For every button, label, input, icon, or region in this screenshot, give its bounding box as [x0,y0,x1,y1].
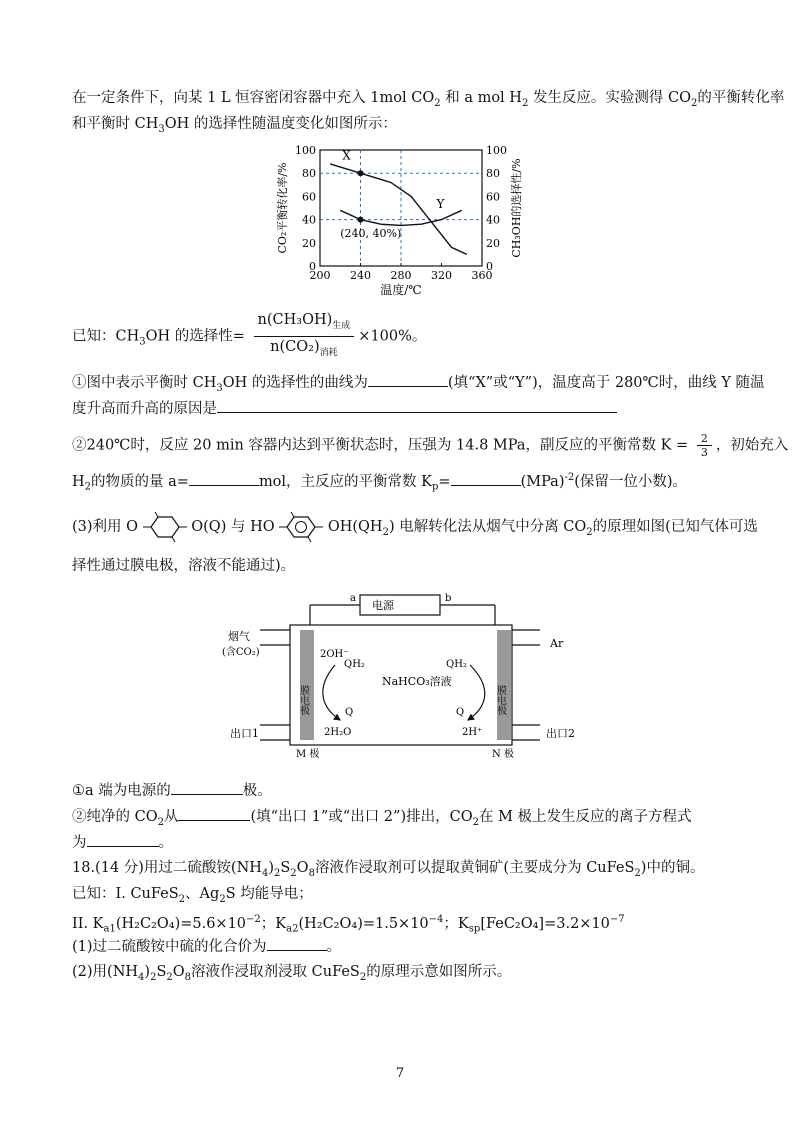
y-tick-label-left: 80 [302,167,316,181]
membrane-right-label: 膜电极 [494,685,506,715]
question-18-intro: 18.(14 分)用过二硫酸铵$(NH_4)_2S_2O_8$溶液作浸取剂可以提取黄铜矿(主要成分为 CuFeS$_2$)中的铜。 [72,860,705,879]
series-X [330,164,467,254]
point-x-240 [358,170,364,176]
y-tick-label-right: 100 [486,144,507,157]
intro-line-1: 在一定条件下，向某 1 L 恒容密闭容器中充入 1mol $CO_2$ 和 a mol $H_2$ 发生反应。实验测得 $CO_2$的平衡转化率 [72,90,785,109]
annotation-x: X [342,148,351,163]
x-tick-label: 200 [309,269,331,282]
y-tick-label-left: 100 [295,144,316,157]
question-3-1: ①a 端为电源的 极。 [72,780,272,801]
electrolysis-diagram [200,585,600,760]
hydroquinone-structure-icon [279,512,323,542]
y-tick-label-left: 20 [302,236,316,250]
question-3-2-line-2: 为 。 [72,832,173,853]
question-18-2: (2)用$(NH_4)_2S_2O_8$溶液作浸取剂浸取 CuFeS$_2$的原理示意如图所示。 [72,964,512,983]
answer-blank-equation[interactable] [87,832,159,847]
right-qh2-label: QH₂ [446,659,467,670]
co2-conversion-chart [272,138,532,303]
x-tick-label: 280 [390,269,412,282]
power-supply-label: 电源 [372,599,394,612]
question-3-2-line-1: ②纯净的 $CO_2$从 (填“出口 1”或“出口 2”)排出，$CO_2$在 M 极上发生反应的离子方程式 [72,806,692,833]
outlet-1-label: 出口1 [230,727,259,740]
question-3-line-2: 择性通过膜电极，溶液不能通过)。 [72,558,296,574]
annotation-point: (240, 40%) [340,227,402,240]
y-tick-label-right: 20 [486,236,500,250]
question-3-line-1: (3)利用 O O(Q) 与 HO $OH(QH_2)$ 电解转化法从烟气中分离 $CO_2$的原理如图(已知气体可选 [72,512,758,543]
left-q-label: Q [345,707,354,718]
answer-blank-curve[interactable] [368,372,448,387]
y-tick-label-right: 80 [486,167,500,181]
question-2-line-1: ②240℃时，反应 20 min 容器内达到平衡状态时，压强为 14.8 MPa，副反应的平衡常数 K = $\frac{2}{3}$ ，初始充入 [72,432,789,459]
selectivity-formula: 已知：$CH_3OH$ 的选择性= $\frac{n(CH_3OH)_{生成}}{n(CO_2)_{消耗}}$ ×100%。 [72,310,426,363]
question-1-line-2: 度升高而升高的原因是 [72,398,617,419]
k-fraction: $\frac{2}{3}$ [697,432,712,459]
terminal-b-label: b [445,593,452,604]
n-pole-label: N 极 [492,749,514,760]
y-tick-label-right: 40 [486,213,500,227]
left-oh-label: 2OH⁻ [320,649,349,660]
y-tick-label-left: 0 [309,260,316,273]
y-tick-label-right: 0 [486,260,493,273]
answer-blank-a[interactable] [189,471,259,486]
x-axis-label: 温度/℃ [380,283,422,297]
answer-blank-outlet[interactable] [178,806,250,821]
point-y-240 [358,217,364,223]
question-2-line-2: $H_2$的物质的量 a= mol，主反应的平衡常数 $K_p= (MPa)^{-2}$(保留一位小数)。 [72,472,688,493]
annotation-y: Y [436,197,445,211]
right-q-label: Q [456,707,465,718]
flue-gas-sub-label: (含CO₂) [222,647,260,658]
answer-blank-electrode[interactable] [171,780,243,795]
y-axis-label-left: CO₂平衡转化率/% [276,162,289,254]
question-18-1: (1)过二硫酸铵中硫的化合价为 。 [72,936,341,957]
known-conditions-1: 已知：I. CuFeS$_2$、$Ag_2S$ 均能导电； [72,886,313,905]
page-number: 7 [395,1066,405,1081]
x-tick-label: 240 [350,269,371,282]
solution-label: NaHCO₃溶液 [382,675,452,688]
answer-blank-kp[interactable] [451,471,521,486]
argon-label: Ar [550,637,564,650]
right-h-label: 2H⁺ [462,727,483,738]
quinone-structure-icon [143,512,187,542]
left-h2o-label: 2H₂O [324,727,352,738]
selectivity-fraction: $\frac{n(CH_3OH)_{生成}}{n(CO_2)_{消耗}}$ [254,310,355,363]
membrane-left-label: 膜电极 [297,685,309,715]
y-tick-label-left: 60 [302,190,316,204]
x-tick-label: 360 [471,269,493,282]
intro-line-2: 和平衡时 $CH_3OH$ 的选择性随温度变化如图所示： [72,116,397,135]
answer-blank-valence[interactable] [267,936,327,951]
outlet-2-label: 出口2 [546,727,575,740]
y-tick-label-right: 60 [486,190,500,204]
y-tick-label-left: 40 [302,213,316,227]
known-conditions-2: II. $K_{a1}(H_2C_2O_4)=5.6\times 10^{-2}$；$K_{a2}(H_2C_2O_4)=1.5\times 10^{-4}$；$K_{sp}[FeC_2O_4]=3.2\times 10^{-7}$ [72,914,625,935]
flue-gas-label: 烟气 [228,630,250,643]
question-1-line-1: ①图中表示平衡时 $CH_3OH$ 的选择性的曲线为 (填“X”或“Y”)，温度高于 280℃时，曲线 Y 随温 [72,372,765,399]
y-axis-label-right: CH₃OH的选择性/% [510,158,523,258]
m-pole-label: M 极 [296,749,320,760]
x-tick-label: 320 [431,269,452,282]
left-qh2-label: QH₂ [344,659,365,670]
terminal-a-label: a [350,593,356,604]
answer-blank-reason[interactable] [217,398,617,413]
